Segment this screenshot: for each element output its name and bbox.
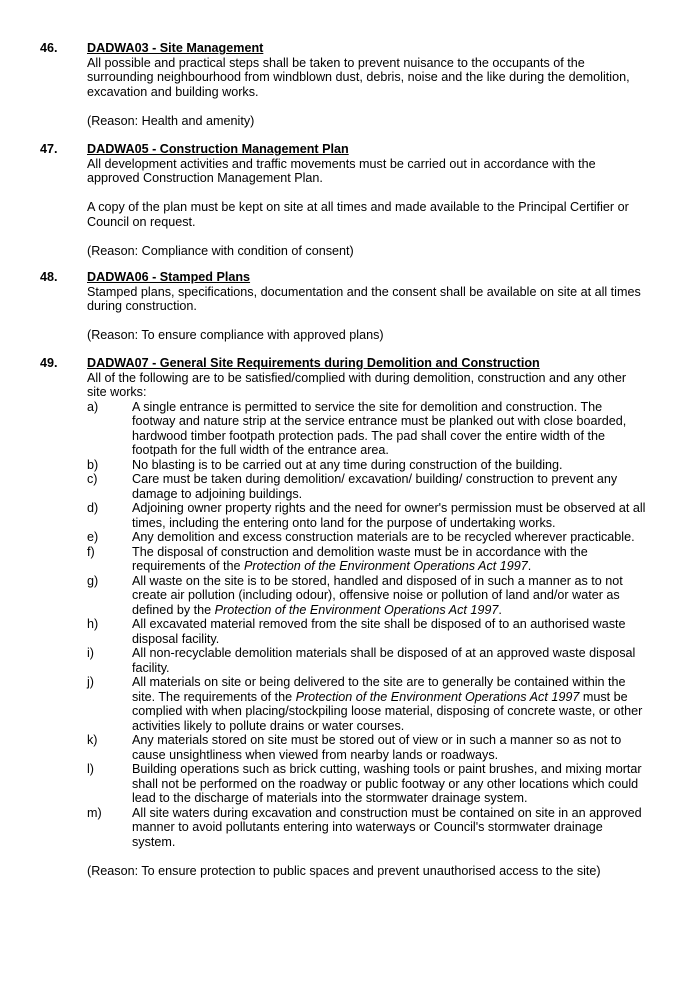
requirement-label: f) bbox=[87, 544, 95, 559]
requirement-label: m) bbox=[87, 805, 102, 820]
requirement-label: c) bbox=[87, 472, 98, 486]
condition-title: DADWA05 - Construction Management Plan bbox=[87, 142, 349, 156]
requirement-item bbox=[87, 501, 647, 530]
requirement-label: i) bbox=[87, 646, 94, 660]
condition-title: DADWA07 - General Site Requirements during Demolition and Construction bbox=[87, 356, 540, 370]
act-citation: Protection of the Environment Operations Act 1997 bbox=[214, 602, 499, 617]
condition-body: All development activities and traffic movements must be carried out in accordance with the approved Construction Management Plan. bbox=[87, 156, 596, 185]
requirement-item bbox=[87, 458, 647, 473]
requirement-text: Care must be taken during demolition/ excavation/ building/ construction to prevent any damage to adjoining buildings. bbox=[132, 472, 618, 501]
condition-reason: (Reason: Health and amenity) bbox=[87, 113, 255, 128]
condition-content bbox=[87, 356, 647, 878]
requirement-text: All non-recyclable demolition materials shall be disposed of at an approved waste disposal facility. bbox=[132, 646, 636, 675]
requirement-label: h) bbox=[87, 617, 99, 631]
requirement-item bbox=[87, 762, 647, 806]
requirement-item bbox=[87, 400, 647, 458]
condition-body: All of the following are to be satisfied/complied with during demolition, construction and any other site works: bbox=[87, 370, 627, 399]
requirement-text-end: . bbox=[527, 559, 532, 573]
condition-title: DADWA06 - Stamped Plans bbox=[87, 270, 251, 284]
condition-body-2: A copy of the plan must be kept on site at all times and made available to the Principal Certifier or Council on request. bbox=[87, 200, 629, 229]
requirement-item bbox=[87, 472, 647, 501]
requirement-label: j) bbox=[87, 675, 94, 689]
requirement-text: The disposal of construction and demolition waste must be in accordance with the requirements of the bbox=[132, 544, 588, 573]
condition-number: 48. bbox=[40, 270, 58, 284]
requirement-text: All materials on site or being delivered to the site are to generally be contained within the site. The requirements of the bbox=[132, 675, 626, 704]
act-citation: Protection of the Environment Operations Act 1997 bbox=[244, 559, 528, 573]
requirement-label: d) bbox=[87, 501, 99, 515]
act-citation: Protection of the Environment Operations Act 1997 bbox=[295, 689, 580, 704]
requirement-label: l) bbox=[87, 762, 94, 776]
requirement-text: A single entrance is permitted to service the site for demolition and construction. The footway and nature strip at the service entrance must be planked out with close boarded, hardwood timber footpath protection pads. The pad shall cover the entire width of the footpath for the full width of the entrance area. bbox=[132, 399, 627, 457]
requirement-label: e) bbox=[87, 530, 99, 544]
requirement-item bbox=[87, 806, 647, 850]
requirement-text-end: must be complied with when placing/stockpiling loose material, disposing of concrete waste, or other activities likely to pollute drains or water courses. bbox=[132, 689, 643, 733]
requirement-text: All site waters during excavation and construction must be contained on site in an approved manner to avoid pollutants entering into waterways or Council's stormwater drainage system. bbox=[132, 805, 642, 849]
condition-body: All possible and practical steps shall be taken to prevent nuisance to the occupants of the surrounding neighbourhood from windblown dust, debris, noise and the like during the demolition, excavation and building works. bbox=[87, 55, 630, 99]
requirement-item bbox=[87, 733, 647, 762]
condition-body: Stamped plans, specifications, documentation and the consent shall be available on site at all times during construction. bbox=[87, 284, 641, 313]
condition-reason: (Reason: To ensure protection to public spaces and prevent unauthorised access to the site) bbox=[87, 863, 601, 878]
requirement-label: b) bbox=[87, 457, 99, 472]
condition-reason: (Reason: Compliance with condition of consent) bbox=[87, 243, 354, 258]
condition-number: 49. bbox=[40, 356, 58, 370]
condition-content bbox=[87, 142, 647, 258]
requirement-item bbox=[87, 646, 647, 675]
requirement-item bbox=[87, 530, 647, 545]
condition-content bbox=[87, 41, 647, 128]
requirement-item bbox=[87, 574, 647, 618]
requirement-text: Building operations such as brick cutting, washing tools or paint brushes, and mixing mortar shall not be performed on the roadway or public footway or any other locations which could lead to the discharge of materials into the stormwater drainage system. bbox=[132, 762, 642, 805]
requirement-text-end: . bbox=[498, 602, 502, 617]
requirement-item bbox=[87, 617, 647, 646]
condition-content bbox=[87, 270, 647, 343]
requirement-text: Any materials stored on site must be stored out of view or in such a manner so as not to cause unsightliness when viewed from nearby lands or roadways. bbox=[132, 733, 622, 762]
condition-number: 47. bbox=[40, 142, 58, 156]
condition-reason: (Reason: To ensure compliance with approved plans) bbox=[87, 328, 384, 342]
requirements-list bbox=[87, 400, 647, 850]
requirement-text: All waste on the site is to be stored, handled and disposed of in such a manner as to not create air pollution (including odour), offensive noise or pollution of land and/or water as defined by the bbox=[132, 573, 623, 617]
condition-title: DADWA03 - Site Management bbox=[87, 41, 264, 55]
requirement-label: k) bbox=[87, 733, 98, 747]
requirement-text: Any demolition and excess construction materials are to be recycled wherever practicable. bbox=[132, 530, 635, 544]
requirement-item bbox=[87, 675, 647, 733]
requirement-text: No blasting is to be carried out at any time during construction of the building. bbox=[132, 457, 563, 472]
requirement-item bbox=[87, 545, 647, 574]
requirement-label: g) bbox=[87, 573, 99, 588]
requirement-label: a) bbox=[87, 399, 99, 414]
requirement-text: All excavated material removed from the site shall be disposed of to an authorised waste disposal facility. bbox=[132, 617, 626, 646]
condition-number: 46. bbox=[40, 41, 58, 55]
requirement-text: Adjoining owner property rights and the need for owner's permission must be observed at all times, including the entering onto land for the purpose of undertaking works. bbox=[132, 501, 646, 530]
